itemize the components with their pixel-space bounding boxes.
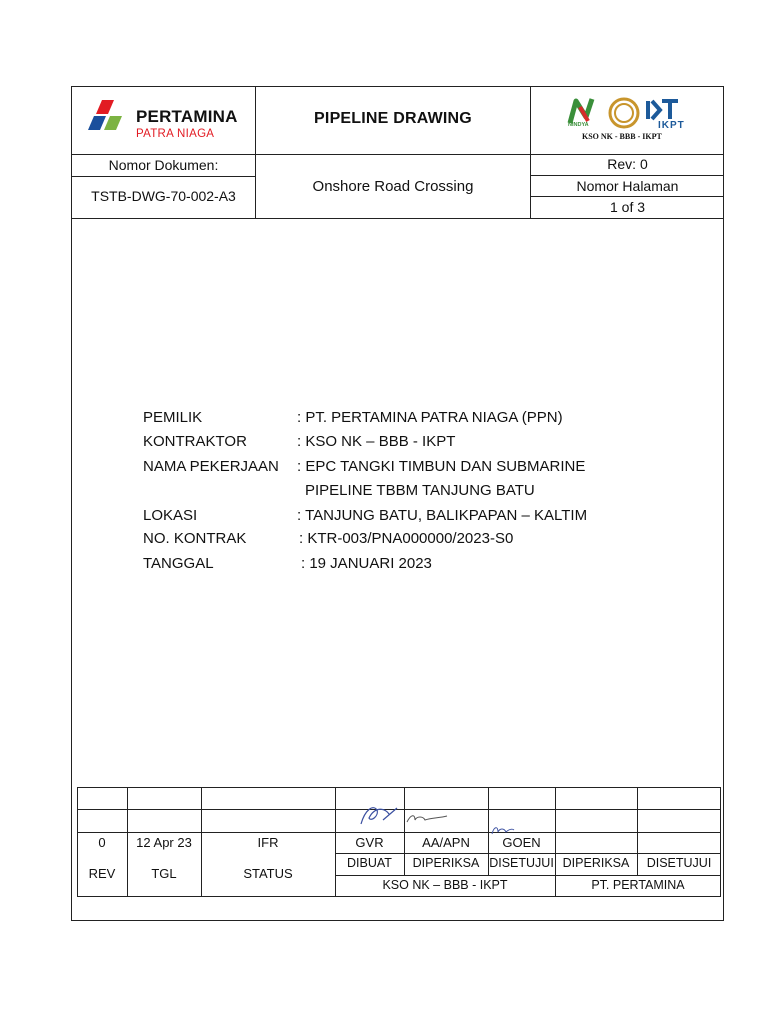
disetujui-value: GOEN bbox=[502, 835, 541, 850]
info-value-tanggal: : 19 JANUARI 2023 bbox=[301, 555, 432, 572]
rev-divider bbox=[530, 175, 724, 176]
kso-logo bbox=[566, 95, 696, 145]
status-value: IFR bbox=[257, 835, 279, 850]
diperiksa-value: AA/APN bbox=[422, 835, 470, 850]
rev-header: REV bbox=[88, 866, 116, 881]
ikpt-text: IKPT bbox=[658, 120, 685, 131]
doc-number: TSTB-DWG-70-002-A3 bbox=[91, 188, 236, 204]
header-divider-4 bbox=[71, 218, 724, 219]
rev-table-row-2 bbox=[77, 832, 721, 833]
diperiksa-header: DIPERIKSA bbox=[412, 856, 480, 870]
doc-title: PIPELINE DRAWING bbox=[314, 110, 472, 127]
status-header: STATUS bbox=[243, 866, 293, 881]
info-label-pemilik: PEMILIK bbox=[143, 409, 203, 426]
contractor-group-label: KSO NK – BBB - IKPT bbox=[382, 878, 508, 892]
owner-group-label: PT. PERTAMINA bbox=[591, 878, 685, 892]
info-value-pemilik: : PT. PERTAMINA PATRA NIAGA (PPN) bbox=[297, 409, 563, 426]
info-value-pekerjaan-cont: PIPELINE TBBM TANJUNG BATU bbox=[305, 482, 535, 499]
pertamina-subtitle: PATRA NIAGA bbox=[136, 128, 215, 140]
tgl-value: 12 Apr 23 bbox=[136, 835, 192, 850]
diperiksa-owner-header: DIPERIKSA bbox=[562, 856, 630, 870]
page-divider bbox=[530, 196, 724, 197]
page-label: Nomor Halaman bbox=[576, 178, 679, 194]
pertamina-wordmark: PERTAMINA bbox=[136, 107, 238, 126]
signature-gvr-icon bbox=[355, 800, 405, 830]
rev-table-row-4 bbox=[335, 875, 721, 876]
rev-value: 0 bbox=[98, 835, 106, 850]
pertamina-mark-icon bbox=[84, 98, 132, 138]
info-value-lokasi: : TANJUNG BATU, BALIKPAPAN – KALTIM bbox=[297, 507, 588, 524]
nindya-text: NINDYA bbox=[568, 122, 589, 128]
dibuat-header: DIBUAT bbox=[347, 856, 392, 870]
header-divider-1 bbox=[255, 86, 256, 218]
disetujui-owner-header: DISETUJUI bbox=[646, 856, 712, 870]
info-label-tanggal: TANGGAL bbox=[143, 555, 214, 572]
kso-tagline: KSO NK - BBB - IKPT bbox=[582, 132, 662, 141]
rev-table-row-3 bbox=[335, 853, 721, 854]
doc-number-divider bbox=[71, 176, 255, 177]
page-value: 1 of 3 bbox=[609, 199, 646, 215]
signature-aa-icon bbox=[403, 808, 453, 830]
dibuat-value: GVR bbox=[355, 835, 384, 850]
info-value-pekerjaan: : EPC TANGKI TIMBUN DAN SUBMARINE bbox=[297, 458, 586, 475]
info-label-pekerjaan: NAMA PEKERJAAN bbox=[143, 458, 279, 475]
info-value-kontrak: : KTR-003/PNA000000/2023-S0 bbox=[299, 530, 514, 547]
info-label-lokasi: LOKASI bbox=[143, 507, 198, 524]
pertamina-logo bbox=[84, 98, 244, 144]
info-label-kontraktor: KONTRAKTOR bbox=[143, 433, 247, 450]
disetujui-header: DISETUJUI bbox=[489, 856, 554, 870]
header-divider-3 bbox=[71, 154, 724, 155]
rev-label: Rev: 0 bbox=[607, 156, 648, 172]
tgl-header: TGL bbox=[151, 866, 177, 881]
info-label-kontrak: NO. KONTRAK bbox=[143, 530, 247, 547]
doc-number-label: Nomor Dokumen: bbox=[108, 157, 219, 173]
doc-subject: Onshore Road Crossing bbox=[312, 178, 474, 195]
info-value-kontraktor: : KSO NK – BBB - IKPT bbox=[297, 433, 456, 450]
